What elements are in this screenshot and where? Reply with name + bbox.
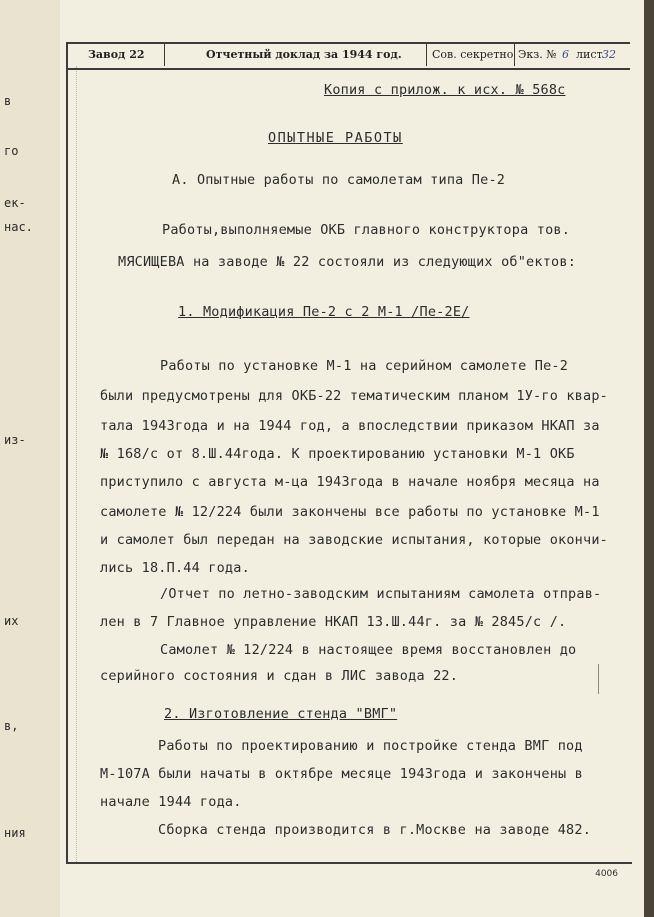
document-title: ОПЫТНЫЕ РАБОТЫ	[268, 130, 403, 146]
left-page-fragment: в	[4, 94, 12, 108]
paragraph-line: лись 18.П.44 года.	[100, 560, 250, 576]
margin-line	[76, 66, 78, 862]
header-copy-number: 6	[562, 48, 569, 61]
paragraph-line: и самолет был передан на заводские испытания, которые окончи-	[100, 532, 608, 548]
section-a-heading: А. Опытные работы по самолетам типа Пе-2	[172, 172, 506, 188]
left-page-fragment: ек-	[4, 196, 26, 210]
left-page-fragment: в,	[4, 719, 19, 733]
intro-line: МЯСИЩЕВА на заводе № 22 состояли из следующих об"ектов:	[118, 254, 577, 270]
header-divider	[164, 44, 165, 66]
intro-line: Работы,выполняемые ОКБ главного конструктора тов.	[162, 222, 571, 238]
header-report-title: Отчетный доклад за 1944 год.	[206, 48, 402, 61]
copy-reference: Копия с прилож. к исх. № 568с	[324, 82, 566, 98]
pencil-mark	[598, 664, 599, 694]
header-secrecy: Сов. секретно	[432, 48, 514, 61]
left-page-edge	[0, 0, 62, 917]
header-divider	[426, 44, 427, 66]
paragraph-line: Работы по проектированию и постройке стенда ВМГ под	[158, 738, 583, 754]
item-1-heading: 1. Модификация Пе-2 с 2 М-1 /Пе-2Е/	[178, 304, 470, 320]
book-spine	[644, 0, 654, 917]
header-copy-label: Экз. №	[518, 48, 557, 61]
paragraph-line: Сборка стенда производится в г.Москве на заводе 482.	[158, 822, 592, 838]
paragraph-line: /Отчет по летно-заводским испытаниям самолета отправ-	[160, 586, 602, 602]
paragraph-line: Самолет № 12/224 в настоящее время восстановлен до	[160, 642, 577, 658]
paragraph-line: приступило с августа м-ца 1943года в начале ноября месяца на	[100, 474, 600, 490]
paragraph-line: лен в 7 Главное управление НКАП 13.Ш.44г. за № 2845/с /.	[100, 614, 567, 630]
paragraph-line: Работы по установке М-1 на серийном самолете Пе-2	[160, 358, 569, 374]
header-divider	[514, 44, 515, 66]
paragraph-line: были предусмотрены для ОКБ-22 тематическим планом 1У-го квар-	[100, 388, 608, 404]
paragraph-line: тала 1943года и на 1944 год, а впоследствии приказом НКАП за	[100, 418, 600, 434]
document-page	[60, 0, 644, 917]
page-header	[66, 42, 630, 70]
left-page-fragment: нас.	[4, 220, 33, 234]
paragraph-line: М-107А были начаты в октябре месяце 1943года и закончены в	[100, 766, 584, 782]
header-plant: Завод 22	[88, 48, 145, 61]
paragraph-line: серийного состояния и сдан в ЛИС завода 22.	[100, 668, 459, 684]
paragraph-line: начале 1944 года.	[100, 794, 242, 810]
left-page-fragment: го	[4, 144, 19, 158]
left-page-fragment: ния	[4, 826, 26, 840]
left-page-fragment: из-	[4, 433, 26, 447]
left-page-fragment: их	[4, 614, 19, 628]
header-sheet-number: 32	[602, 48, 616, 61]
header-sheet-label: лист	[576, 48, 603, 61]
paragraph-line: самолете № 12/224 были закончены все работы по установке М-1	[100, 504, 600, 520]
paragraph-line: № 168/с от 8.Ш.44года. К проектированию установки М-1 ОКБ	[100, 446, 575, 462]
page-stamp-number: 4006	[595, 869, 618, 879]
item-2-heading: 2. Изготовление стенда "ВМГ"	[164, 706, 398, 722]
